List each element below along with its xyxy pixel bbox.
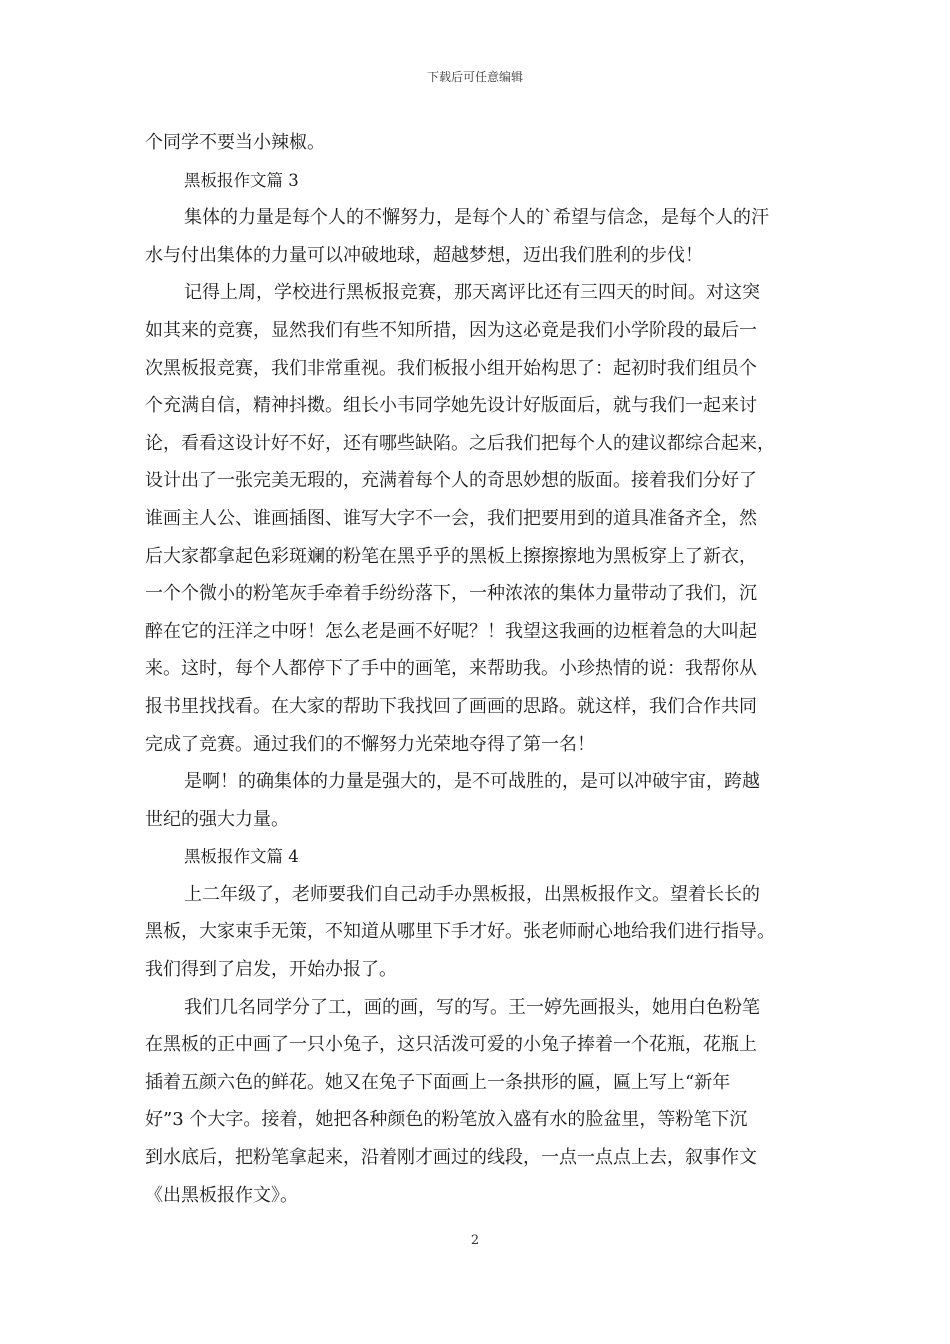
text-line: 好”3 个大字。接着，她把各种颜色的粉笔放入盛有水的脸盆里，等粉笔下沉 (145, 1109, 748, 1131)
page-number: 2 (470, 1233, 480, 1248)
text-line: 是啊！的确集体的力量是强大的，是不可战胜的，是可以冲破宇宙，跨越 (184, 771, 760, 793)
text-line: 《出黑板报作文》。 (145, 1184, 298, 1206)
text-line: 一个个微小的粉笔灰手牵着手纷纷落下，一种浓浓的集体力量带动了我们，沉 (145, 583, 757, 605)
text-line: 记得上周，学校进行黑板报竞赛，那天离评比还有三四天的时间。对这突 (184, 282, 760, 304)
document-body (145, 124, 820, 1214)
text-line: 我们得到了启发，开始办报了。 (145, 959, 397, 981)
text-line: 黑板，大家束手无策，不知道从哪里下手才好。张老师耐心地给我们进行指导。 (145, 921, 775, 943)
text-line: 完成了竞赛。通过我们的不懈努力光荣地夺得了第一名！ (145, 733, 595, 755)
text-line: 次黑板报竞赛，我们非常重视。我们板报小组开始构思了：起初时我们组员个 (145, 357, 757, 379)
text-line: 醉在它的汪洋之中呀！怎么老是画不好呢？！我望这我画的边框着急的大叫起 (145, 620, 757, 642)
text-line: 如其来的竞赛，显然我们有些不知所措，因为这必竟是我们小学阶段的最后一 (145, 319, 757, 341)
text-line: 个充满自信，精神抖擞。组长小韦同学她先设计好版面后，就与我们一起来讨 (145, 395, 757, 417)
section-heading: 黑板报作文篇 4 (184, 847, 299, 867)
text-line: 水与付出集体的力量可以冲破地球，超越梦想，迈出我们胜利的步伐！ (145, 244, 703, 266)
text-line: 我们几名同学分了工，画的画，写的写。王一婷先画报头，她用白色粉笔 (184, 996, 760, 1018)
page-header: 下载后可任意编辑 (426, 70, 523, 84)
text-line: 到水底后，把粉笔拿起来，沿着刚才画过的线段，一点一点点上去，叙事作文 (145, 1147, 757, 1169)
section-heading: 黑板报作文篇 3 (184, 170, 299, 190)
text-line: 报书里找找看。在大家的帮助下我找回了画画的思路。就这样，我们合作共同 (145, 695, 757, 717)
text-line: 论，看看这设计好不好，还有哪些缺陷。之后我们把每个人的建议都综合起来， (145, 432, 775, 454)
text-line: 个同学不要当小辣椒。 (145, 132, 325, 153)
text-line: 来。这时，每个人都停下了手中的画笔，来帮助我。小珍热情的说：我帮你从 (145, 658, 757, 680)
text-line: 在黑板的正中画了一只小兔子，这只活泼可爱的小兔子捧着一个花瓶，花瓶上 (145, 1034, 757, 1056)
text-line: 插着五颜六色的鲜花。她又在兔子下面画上一条拱形的匾，匾上写上“新年 (145, 1071, 731, 1093)
text-line: 设计出了一张完美无瑕的，充满着每个人的奇思妙想的版面。接着我们分好了 (145, 470, 757, 492)
text-line: 世纪的强大力量。 (145, 808, 289, 830)
text-line: 上二年级了，老师要我们自己动手办黑板报，出黑板报作文。望着长长的 (184, 883, 760, 905)
text-line: 谁画主人公、谁画插图、谁写大字不一会，我们把要用到的道具准备齐全，然 (145, 507, 757, 529)
text-line: 集体的力量是每个人的不懈努力，是每个人的`希望与信念，是每个人的汗 (184, 207, 769, 229)
text-line: 后大家都拿起色彩斑斓的粉笔在黑乎乎的黑板上擦擦擦地为黑板穿上了新衣， (145, 545, 757, 567)
